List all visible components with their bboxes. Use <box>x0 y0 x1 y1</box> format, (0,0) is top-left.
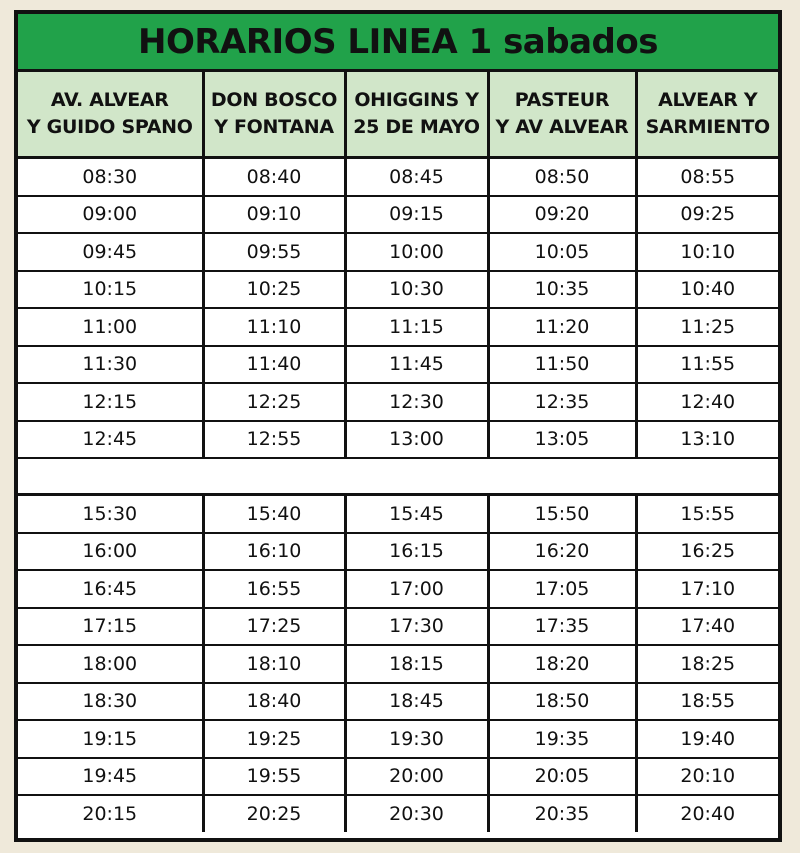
table-row <box>18 346 778 384</box>
time-cell: 15:45 <box>345 495 488 533</box>
schedule-frame <box>14 10 782 842</box>
time-cell: 19:30 <box>345 720 488 758</box>
header-row <box>18 72 778 158</box>
time-cell: 20:25 <box>203 795 345 832</box>
time-cell: 16:45 <box>18 570 203 608</box>
time-cell: 17:30 <box>345 608 488 646</box>
time-cell: 20:30 <box>345 795 488 832</box>
table-row <box>18 645 778 683</box>
time-cell: 18:50 <box>488 683 636 721</box>
time-cell: 20:35 <box>488 795 636 832</box>
time-cell: 12:55 <box>203 421 345 459</box>
time-cell: 08:40 <box>203 158 345 196</box>
time-cell: 11:00 <box>18 308 203 346</box>
column-header-don-bosco-fontana <box>203 72 345 158</box>
time-cell: 15:50 <box>488 495 636 533</box>
time-cell: 12:35 <box>488 383 636 421</box>
table-row <box>18 271 778 309</box>
time-cell: 11:40 <box>203 346 345 384</box>
time-cell: 13:10 <box>636 421 778 459</box>
time-cell: 15:30 <box>18 495 203 533</box>
time-cell: 09:00 <box>18 196 203 234</box>
time-cell: 09:55 <box>203 233 345 271</box>
column-header-line: 25 DE MAYO <box>353 116 480 138</box>
column-header-line: Y AV ALVEAR <box>495 116 629 138</box>
time-cell: 11:20 <box>488 308 636 346</box>
time-cell: 17:40 <box>636 608 778 646</box>
time-cell: 17:00 <box>345 570 488 608</box>
time-cell: 18:20 <box>488 645 636 683</box>
midday-break-row <box>18 458 778 495</box>
time-cell: 19:45 <box>18 758 203 796</box>
time-cell: 19:55 <box>203 758 345 796</box>
table-row <box>18 233 778 271</box>
table-row <box>18 308 778 346</box>
column-header-alvear-sarmiento <box>636 72 778 158</box>
time-cell: 18:45 <box>345 683 488 721</box>
table-row <box>18 758 778 796</box>
time-cell: 11:10 <box>203 308 345 346</box>
time-cell: 20:40 <box>680 802 736 825</box>
table-row <box>18 421 778 459</box>
time-cell: 19:15 <box>18 720 203 758</box>
time-cell: 18:30 <box>18 683 203 721</box>
table-row <box>18 495 778 533</box>
time-cell: 18:10 <box>203 645 345 683</box>
time-cell: 12:30 <box>345 383 488 421</box>
time-cell: 18:15 <box>345 645 488 683</box>
column-header-line: OHIGGINS Y <box>354 89 479 111</box>
time-cell: 11:30 <box>18 346 203 384</box>
time-cell: 16:20 <box>488 533 636 571</box>
time-cell: 09:15 <box>345 196 488 234</box>
time-cell: 16:00 <box>18 533 203 571</box>
time-cell: 17:25 <box>203 608 345 646</box>
time-cell: 16:55 <box>203 570 345 608</box>
time-cell: 18:00 <box>18 645 203 683</box>
time-cell: 10:40 <box>636 271 778 309</box>
time-cell: 20:00 <box>345 758 488 796</box>
time-cell: 08:55 <box>636 158 778 196</box>
time-cell: 10:25 <box>203 271 345 309</box>
time-cell: 10:35 <box>488 271 636 309</box>
time-cell: 09:10 <box>203 196 345 234</box>
column-header-line: AV. ALVEAR <box>50 89 169 111</box>
column-header-line: SARMIENTO <box>645 116 770 138</box>
time-cell: 10:05 <box>488 233 636 271</box>
schedule-body <box>18 158 778 832</box>
page-title: HORARIOS LINEA 1 sabados <box>138 21 658 62</box>
column-header-ohiggins-25-de-mayo <box>345 72 488 158</box>
table-row <box>18 720 778 758</box>
table-row <box>18 158 778 196</box>
time-cell: 10:00 <box>345 233 488 271</box>
time-cell: 11:15 <box>345 308 488 346</box>
column-header-line: ALVEAR Y <box>658 89 758 111</box>
time-cell: 15:40 <box>203 495 345 533</box>
time-cell: 08:50 <box>488 158 636 196</box>
time-cell: 13:05 <box>488 421 636 459</box>
time-cell: 16:15 <box>345 533 488 571</box>
column-header-line: DON BOSCO <box>210 89 338 111</box>
time-cell: 16:10 <box>203 533 345 571</box>
time-cell: 18:40 <box>203 683 345 721</box>
column-header-line: PASTEUR <box>514 89 610 111</box>
time-cell: 10:30 <box>345 271 488 309</box>
time-cell: 15:55 <box>636 495 778 533</box>
time-cell: 09:45 <box>18 233 203 271</box>
time-cell: 18:25 <box>636 645 778 683</box>
time-cell: 20:10 <box>636 758 778 796</box>
time-cell: 08:30 <box>18 158 203 196</box>
time-cell: 11:45 <box>345 346 488 384</box>
time-cell: 12:25 <box>203 383 345 421</box>
time-cell: 11:25 <box>636 308 778 346</box>
time-cell: 17:10 <box>636 570 778 608</box>
time-cell: 19:35 <box>488 720 636 758</box>
time-cell: 17:35 <box>488 608 636 646</box>
table-row <box>18 608 778 646</box>
column-header-alvear-guido-spano <box>18 72 203 158</box>
time-cell: 18:55 <box>636 683 778 721</box>
time-cell: 20:05 <box>488 758 636 796</box>
time-cell: 12:40 <box>636 383 778 421</box>
column-header-pasteur-av-alvear <box>488 72 636 158</box>
time-cell: 17:05 <box>488 570 636 608</box>
time-cell: 09:20 <box>488 196 636 234</box>
time-cell: 20:15 <box>18 795 203 832</box>
time-cell: 16:25 <box>636 533 778 571</box>
time-cell: 09:25 <box>636 196 778 234</box>
table-row <box>18 533 778 571</box>
midday-break-cell <box>18 458 778 495</box>
table-row <box>18 570 778 608</box>
time-cell: 11:55 <box>636 346 778 384</box>
time-cell: 10:15 <box>18 271 203 309</box>
title-bar <box>18 14 778 72</box>
table-row <box>18 383 778 421</box>
time-cell: 10:10 <box>636 233 778 271</box>
column-header-line: Y FONTANA <box>214 116 334 138</box>
time-cell: 08:45 <box>345 158 488 196</box>
time-cell: 11:50 <box>488 346 636 384</box>
time-cell: 12:15 <box>18 383 203 421</box>
column-header-line: Y GUIDO SPANO <box>26 116 193 138</box>
time-cell: 19:40 <box>636 720 778 758</box>
schedule-table <box>18 72 778 832</box>
time-cell: 19:25 <box>203 720 345 758</box>
table-row <box>18 683 778 721</box>
table-row <box>18 196 778 234</box>
time-cell: 17:15 <box>18 608 203 646</box>
time-cell: 13:00 <box>345 421 488 459</box>
time-cell: 12:45 <box>18 421 203 459</box>
table-row <box>18 795 778 832</box>
